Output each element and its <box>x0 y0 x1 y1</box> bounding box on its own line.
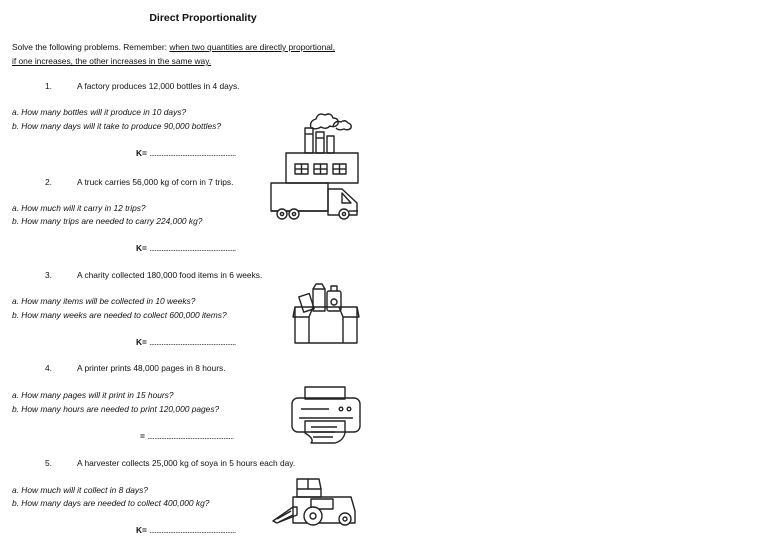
factory-icon <box>283 108 361 186</box>
question-a: a. How many items will be collected in 10 weeks? <box>12 296 196 306</box>
problem-number: 2. <box>45 177 52 187</box>
problem-statement: A harvester collects 25,000 kg of soya in 5 hours each day. <box>77 458 296 468</box>
question-a: a. How much will it collect in 8 days? <box>12 485 148 495</box>
instructions-underlined-1: when two quantities are directly proportional, <box>169 42 336 52</box>
question-a: a. How many bottles will it produce in 10 days? <box>12 107 187 117</box>
k-answer-line <box>140 431 234 441</box>
answer-blank: .................................................. <box>149 337 236 347</box>
problem-number: 5. <box>45 458 52 468</box>
harvester-icon <box>271 477 357 529</box>
problem-number: 1. <box>45 81 52 91</box>
k-label: K= <box>136 243 147 253</box>
question-b: b. How many trips are needed to carry 224,000 kg? <box>12 216 203 226</box>
instructions <box>12 40 392 68</box>
answer-blank: .................................................. <box>147 431 234 441</box>
problem-number: 4. <box>45 363 52 373</box>
answer-blank: .................................................. <box>149 525 236 535</box>
question-b: b. How many hours are needed to print 120,000 pages? <box>12 404 220 414</box>
k-answer-line <box>136 337 236 347</box>
question-a: a. How much will it carry in 12 trips? <box>12 203 146 213</box>
instructions-underlined-2: if one increases, the other increases in the same way. <box>12 56 212 66</box>
k-label: = <box>140 431 145 441</box>
printer-icon <box>289 385 363 447</box>
problem-statement: A truck carries 56,000 kg of corn in 7 trips. <box>77 177 234 187</box>
k-label: K= <box>136 337 147 347</box>
question-b: b. How many weeks are needed to collect 600,000 items? <box>12 310 227 320</box>
problem-number: 3. <box>45 270 52 280</box>
instructions-text: Solve the following problems. Remember: <box>12 42 170 52</box>
question-a: a. How many pages will it print in 15 hours? <box>12 390 174 400</box>
page-title: Direct Proportionality <box>149 12 257 24</box>
question-b: b. How many days will it take to produce 90,000 bottles? <box>12 121 222 131</box>
question-b: b. How many days are needed to collect 400,000 kg? <box>12 498 210 508</box>
truck-icon <box>269 181 363 225</box>
k-label: K= <box>136 525 147 535</box>
k-answer-line <box>136 525 236 535</box>
problem-statement: A charity collected 180,000 food items in 6 weeks. <box>77 270 263 280</box>
k-label: K= <box>136 148 147 158</box>
answer-blank: .................................................. <box>149 243 236 253</box>
k-answer-line <box>136 148 236 158</box>
answer-blank: .................................................. <box>149 148 236 158</box>
problem-statement: A factory produces 12,000 bottles in 4 days. <box>77 81 240 91</box>
problem-statement: A printer prints 48,000 pages in 8 hours. <box>77 363 226 373</box>
food-box-icon <box>291 281 361 347</box>
k-answer-line <box>136 243 236 253</box>
